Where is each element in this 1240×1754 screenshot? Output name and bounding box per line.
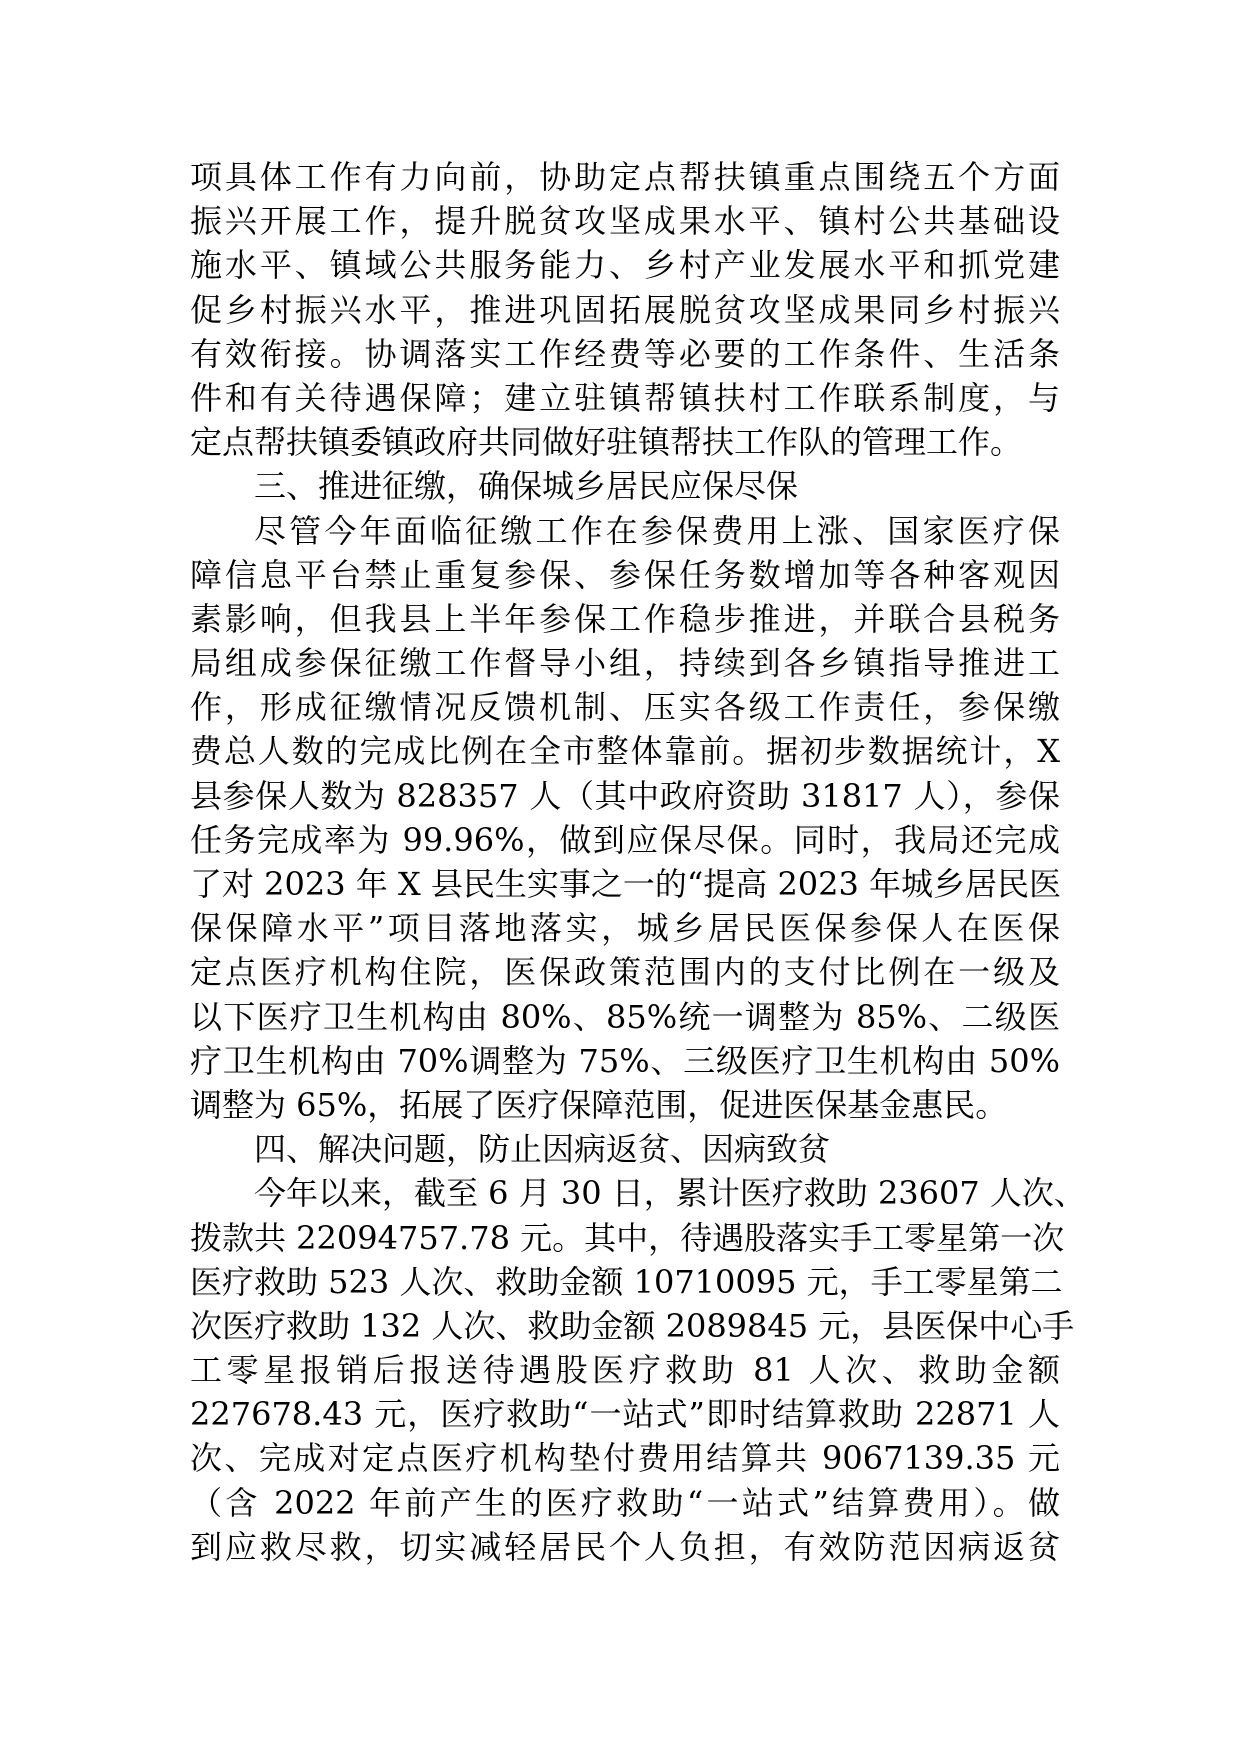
heading-text: 四、解决问题，防止因病返贫、因病致贫 xyxy=(254,1130,831,1169)
text-line: 素影响，但我县上半年参保工作稳步推进，并联合县税务 xyxy=(190,599,1060,638)
text-line: 了对 2023 年 X 县民生实事之一的“提高 2023 年城乡居民医 xyxy=(190,865,1062,903)
text-line: 作，形成征缴情况反馈机制、压实各级工作责任，参保缴 xyxy=(190,688,1060,727)
text-line: 医疗救助 523 人次、救助金额 10710095 元，手工零星第二 xyxy=(190,1262,1063,1301)
text-line: 尽管今年面临征缴工作在参保费用上涨、国家医疗保 xyxy=(254,511,1060,550)
text-line: 障信息平台禁止重复参保、参保任务数增加等各种客观因 xyxy=(190,555,1060,594)
text-line: 保保障水平”项目落地落实，城乡居民医保参保人在医保 xyxy=(190,909,1060,948)
text-line: 疗卫生机构由 70%调整为 75%、三级医疗卫生机构由 50% xyxy=(190,1041,1060,1080)
text-line: 调整为 65%，拓展了医疗保障范围，促进医保基金惠民。 xyxy=(190,1085,1008,1124)
text-line: 拨款共 22094757.78 元。其中，待遇股落实手工零星第一次 xyxy=(190,1218,1065,1257)
text-line: 227678.43 元，医疗救助“一站式”即时结算救助 22871 人 xyxy=(190,1395,1060,1434)
text-line: 定点医疗机构住院，医保政策范围内的支付比例在一级及 xyxy=(190,953,1060,992)
text-line: 以下医疗卫生机构由 80%、85%统一调整为 85%、二级医 xyxy=(190,997,1060,1036)
text-line: 县参保人数为 828357 人（其中政府资助 31817 人），参保 xyxy=(190,776,1060,815)
text-line: 项具体工作有力向前，协助定点帮扶镇重点围绕五个方面 xyxy=(190,158,1060,196)
text-line: 件和有关待遇保障；建立驻镇帮镇扶村工作联系制度，与 xyxy=(190,378,1060,417)
text-line: 次、完成对定点医疗机构垫付费用结算共 9067139.35 元 xyxy=(190,1439,1060,1478)
document-body xyxy=(190,155,1086,1569)
heading-text: 三、推进征缴，确保城乡居民应保尽保 xyxy=(254,467,799,506)
text-line: 局组成参保征缴工作督导小组，持续到各乡镇指导推进工 xyxy=(190,644,1060,683)
text-line: （含 2022 年前产生的医疗救助“一站式”结算费用）。做 xyxy=(190,1483,1060,1522)
section-heading xyxy=(190,1127,1060,1171)
body-paragraph xyxy=(190,509,1060,1128)
text-line: 有效衔接。协调落实工作经费等必要的工作条件、生活条 xyxy=(190,334,1060,373)
text-line: 定点帮扶镇委镇政府共同做好驻镇帮扶工作队的管理工作。 xyxy=(190,423,1023,462)
text-line: 次医疗救助 132 人次、救助金额 2089845 元，县医保中心手 xyxy=(190,1306,1075,1345)
text-line: 促乡村振兴水平，推进巩固拓展脱贫攻坚成果同乡村振兴 xyxy=(190,290,1060,329)
body-paragraph xyxy=(190,1171,1086,1569)
text-line: 振兴开展工作，提升脱贫攻坚成果水平、镇村公共基础设 xyxy=(190,202,1060,241)
section-heading xyxy=(190,464,1060,508)
text-line: 任务完成率为 99.96%，做到应保尽保。同时，我局还完成 xyxy=(190,820,1060,859)
text-line: 到应救尽救，切实减轻居民个人负担，有效防范因病返贫 xyxy=(190,1527,1060,1566)
text-line: 费总人数的完成比例在全市整体靠前。据初步数据统计，X xyxy=(190,732,1060,771)
body-paragraph xyxy=(190,155,1060,464)
text-line: 今年以来，截至 6 月 30 日，累计医疗救助 23607 人次、 xyxy=(254,1174,1086,1213)
text-line: 施水平、镇域公共服务能力、乡村产业发展水平和抓党建 xyxy=(190,246,1060,285)
text-line: 工零星报销后报送待遇股医疗救助 81 人次、救助金额 xyxy=(190,1351,1060,1390)
